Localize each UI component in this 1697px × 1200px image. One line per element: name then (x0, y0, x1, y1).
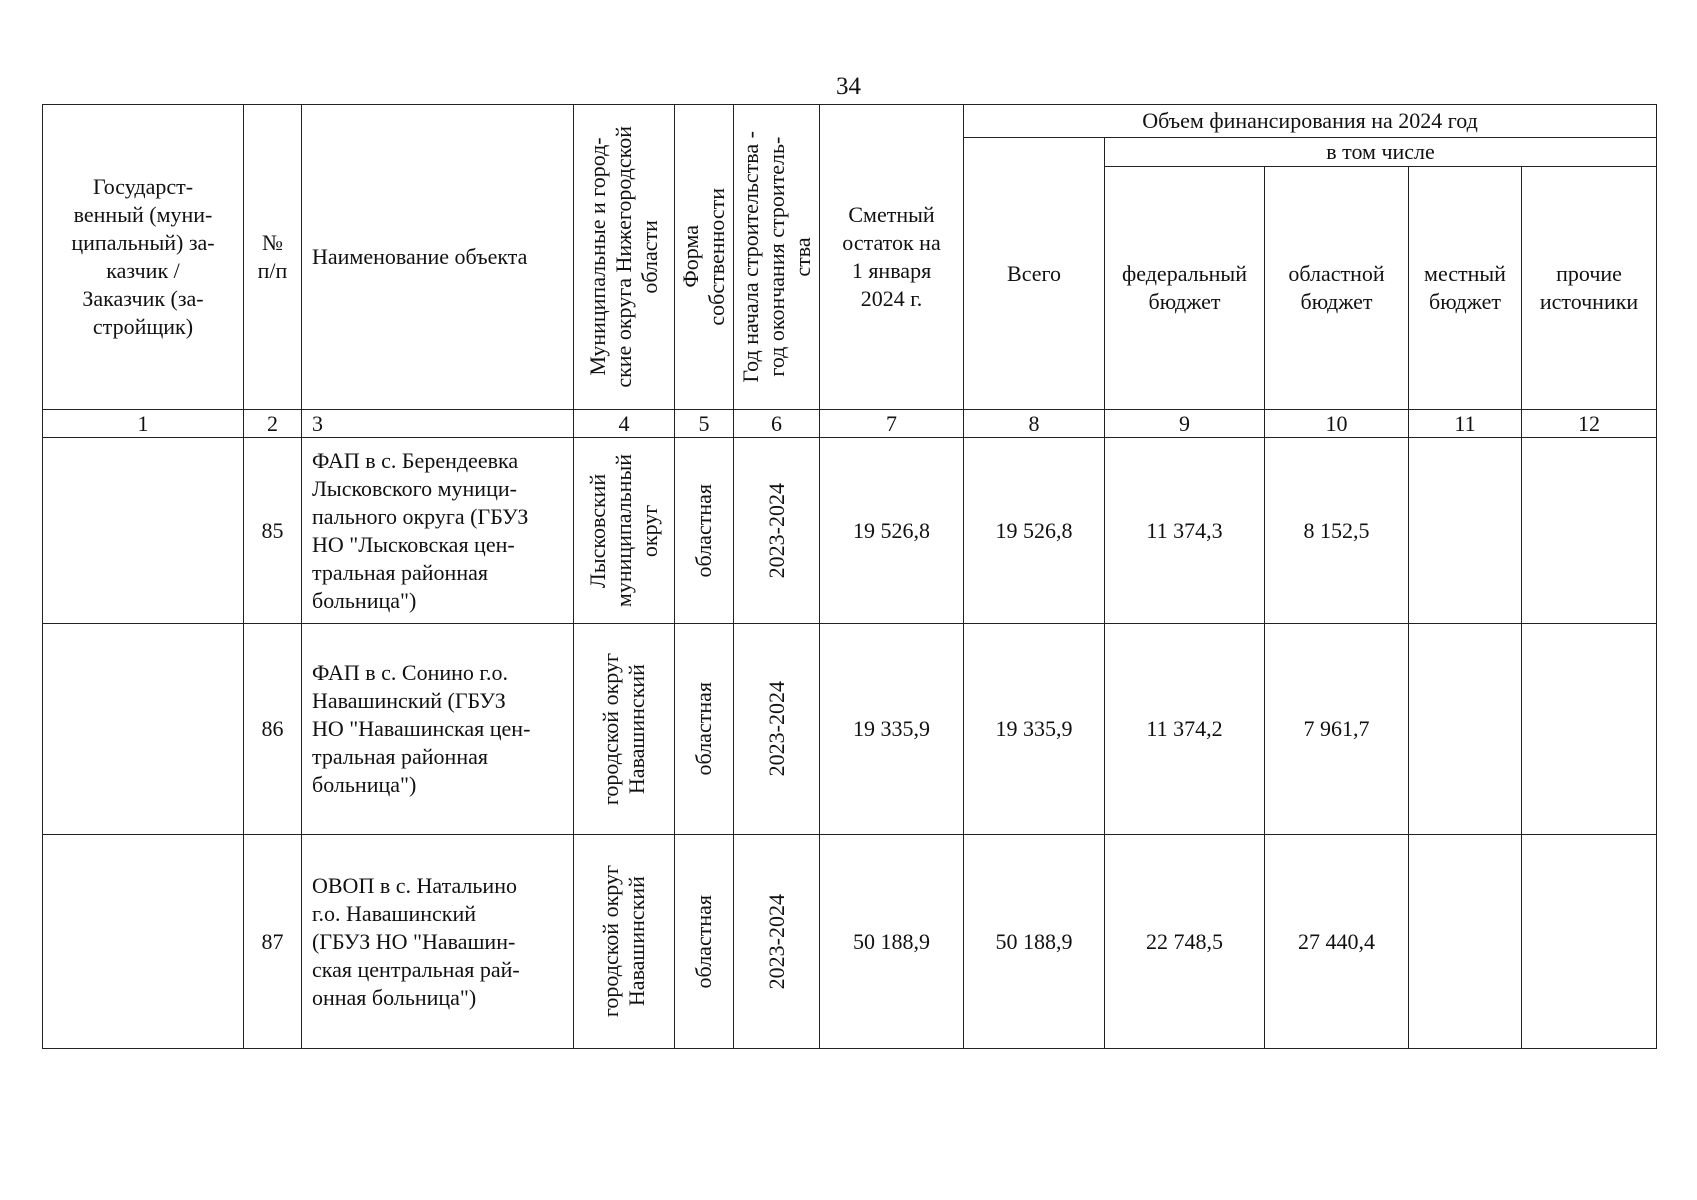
cell-ownership (675, 438, 734, 624)
column-number: 4 (574, 410, 675, 438)
cell-years (734, 624, 820, 835)
table-row (43, 438, 1657, 624)
header-financing-title: Объем финансирования на 2024 год (964, 105, 1657, 138)
header-years-cell (734, 105, 820, 410)
cell-federal: 11 374,3 (1105, 438, 1265, 624)
column-number: 5 (675, 410, 734, 438)
cell-years (734, 835, 820, 1049)
column-number-row (43, 410, 1657, 438)
column-number: 1 (43, 410, 244, 438)
cell-years-text: 2023-2024 (763, 482, 789, 579)
cell-customer (43, 835, 244, 1049)
header-num: № п/п (244, 105, 302, 410)
cell-municipality (574, 624, 675, 835)
cell-years (734, 438, 820, 624)
column-number: 2 (244, 410, 302, 438)
page-number: 34 (836, 73, 861, 100)
header-municipality: Муниципальные и город- ские округа Нижегородской области (585, 126, 662, 388)
cell-customer (43, 438, 244, 624)
cell-municipality-text: городской округ Навашинский (598, 865, 649, 1018)
header-row-top (43, 105, 1657, 138)
cell-total: 50 188,9 (964, 835, 1105, 1049)
cell-estimate-balance: 19 335,9 (820, 624, 964, 835)
cell-other (1522, 835, 1657, 1049)
cell-federal: 22 748,5 (1105, 835, 1265, 1049)
column-number: 12 (1522, 410, 1657, 438)
financing-table (42, 104, 1657, 1049)
cell-other (1522, 438, 1657, 624)
cell-object-name: ФАП в с. Берендеевка Лысковского муници- пального округа (ГБУЗ НО "Лысковская цен- тральная районная больница") (302, 438, 574, 624)
cell-num: 86 (244, 624, 302, 835)
cell-ownership-text: областная (691, 682, 716, 776)
column-number: 7 (820, 410, 964, 438)
cell-ownership (675, 835, 734, 1049)
cell-other (1522, 624, 1657, 835)
cell-municipality (574, 438, 675, 624)
cell-local (1409, 835, 1522, 1049)
cell-num: 85 (244, 438, 302, 624)
cell-federal: 11 374,2 (1105, 624, 1265, 835)
cell-years-text: 2023-2024 (763, 681, 789, 777)
table-row (43, 835, 1657, 1049)
cell-local (1409, 438, 1522, 624)
column-number: 10 (1265, 410, 1409, 438)
cell-total: 19 526,8 (964, 438, 1105, 624)
header-object-name: Наименование объекта (302, 105, 574, 410)
header-estimate-balance: Сметный остаток на 1 января 2024 г. (820, 105, 964, 410)
header-ownership: Форма собственности (678, 188, 729, 326)
cell-municipality-text: городской округ Навашинский (598, 652, 649, 806)
cell-customer (43, 624, 244, 835)
header-years: Год начала строительства - год окончания строитель- ства (737, 131, 815, 383)
cell-estimate-balance: 50 188,9 (820, 835, 964, 1049)
cell-regional: 8 152,5 (1265, 438, 1409, 624)
header-total: Всего (964, 138, 1105, 410)
table-row (43, 624, 1657, 835)
header-municipality-cell (574, 105, 675, 410)
cell-ownership-text: областная (691, 894, 716, 989)
column-number: 9 (1105, 410, 1265, 438)
column-number: 11 (1409, 410, 1522, 438)
column-number: 3 (302, 410, 574, 438)
cell-ownership (675, 624, 734, 835)
cell-municipality-text: Лысковский муниципальный округ (585, 453, 662, 608)
header-local: местный бюджет (1409, 167, 1522, 410)
header-other: прочие источники (1522, 167, 1657, 410)
column-number: 8 (964, 410, 1105, 438)
cell-estimate-balance: 19 526,8 (820, 438, 964, 624)
cell-num: 87 (244, 835, 302, 1049)
cell-object-name: ОВОП в с. Натальино г.о. Навашинский (ГБУЗ НО "Навашин- ская центральная рай- онная больница") (302, 835, 574, 1049)
header-regional: областной бюджет (1265, 167, 1409, 410)
cell-ownership-text: областная (691, 483, 716, 578)
header-customer: Государст- венный (муни- ципальный) за- казчик / Заказчик (за- стройщик) (43, 105, 244, 410)
cell-object-name: ФАП в с. Сонино г.о. Навашинский (ГБУЗ НО "Навашинская цен- тральная районная больница") (302, 624, 574, 835)
cell-total: 19 335,9 (964, 624, 1105, 835)
column-number: 6 (734, 410, 820, 438)
cell-years-text: 2023-2024 (763, 893, 789, 990)
cell-local (1409, 624, 1522, 835)
header-federal: федеральный бюджет (1105, 167, 1265, 410)
cell-regional: 27 440,4 (1265, 835, 1409, 1049)
header-including: в том числе (1105, 138, 1657, 167)
header-ownership-cell (675, 105, 734, 410)
cell-municipality (574, 835, 675, 1049)
cell-regional: 7 961,7 (1265, 624, 1409, 835)
